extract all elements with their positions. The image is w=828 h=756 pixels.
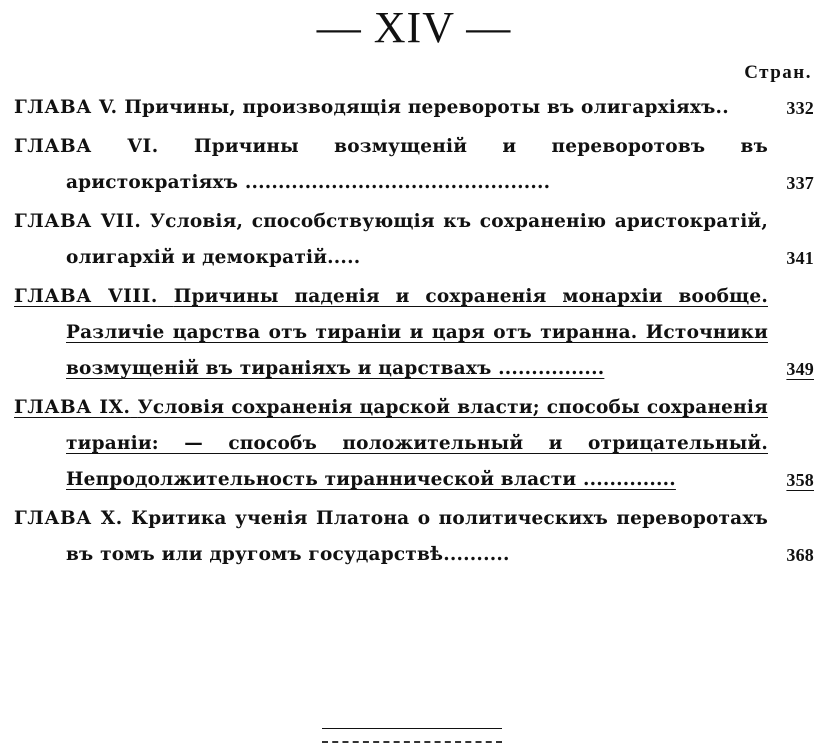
chapter-label: ГЛАВА V. (14, 97, 118, 118)
chapter-page-number: 337 (786, 173, 814, 193)
toc-entry-text (14, 129, 768, 201)
toc-entry-text (14, 390, 768, 498)
page-column-header: Стран. (744, 62, 812, 83)
chapter-title: Причины возмущеній и переворотовъ въ аристократіяхъ .............................................. (66, 136, 768, 193)
table-of-contents (14, 90, 814, 576)
toc-entry-chapter-8 (14, 279, 814, 387)
toc-entry-chapter-7 (14, 204, 814, 276)
toc-entry-text (14, 501, 768, 573)
page-number: — XIV — (316, 3, 512, 52)
toc-entry-text (14, 279, 768, 387)
toc-entry-chapter-9 (14, 390, 814, 498)
footer-rule (322, 728, 502, 729)
chapter-label: ГЛАВА IX. (14, 397, 131, 418)
toc-entry-chapter-5 (14, 90, 814, 126)
chapter-label: ГЛАВА VII. (14, 211, 142, 232)
chapter-page-number: 349 (786, 359, 814, 379)
chapter-title: Причины, производящія перевороты въ олигархіяхъ.. (124, 97, 729, 118)
footer-rule-ornament (322, 741, 502, 743)
chapter-label: ГЛАВА VIII. (14, 286, 158, 307)
chapter-title: Условія, способствующія къ сохраненію аристократій, олигархій и демократій..... (66, 211, 768, 268)
toc-entry-text (14, 204, 768, 276)
chapter-label: ГЛАВА VI. (14, 136, 159, 157)
chapter-page-number: 332 (786, 98, 814, 118)
chapter-title: Причины паденія и сохраненія монархіи вообще. Различіе царства отъ тираніи и царя отъ тиранна. Источники возмущеній въ тираніяхъ и царствахъ ................ (66, 286, 768, 379)
toc-entry-chapter-10 (14, 501, 814, 573)
toc-entry-text (14, 90, 768, 126)
chapter-page-number: 368 (786, 545, 814, 565)
chapter-page-number: 358 (786, 470, 814, 490)
toc-entry-chapter-6 (14, 129, 814, 201)
chapter-title: Условія сохраненія царской власти; способы сохраненія тираніи: — способъ положительный и отрицательный. Непродолжительность тираннической власти .............. (66, 397, 768, 490)
chapter-label: ГЛАВА X. (14, 508, 123, 529)
chapter-title: Критика ученія Платона о политическихъ переворотахъ въ томъ или другомъ государствѣ.......... (66, 508, 768, 565)
chapter-page-number: 341 (786, 248, 814, 268)
